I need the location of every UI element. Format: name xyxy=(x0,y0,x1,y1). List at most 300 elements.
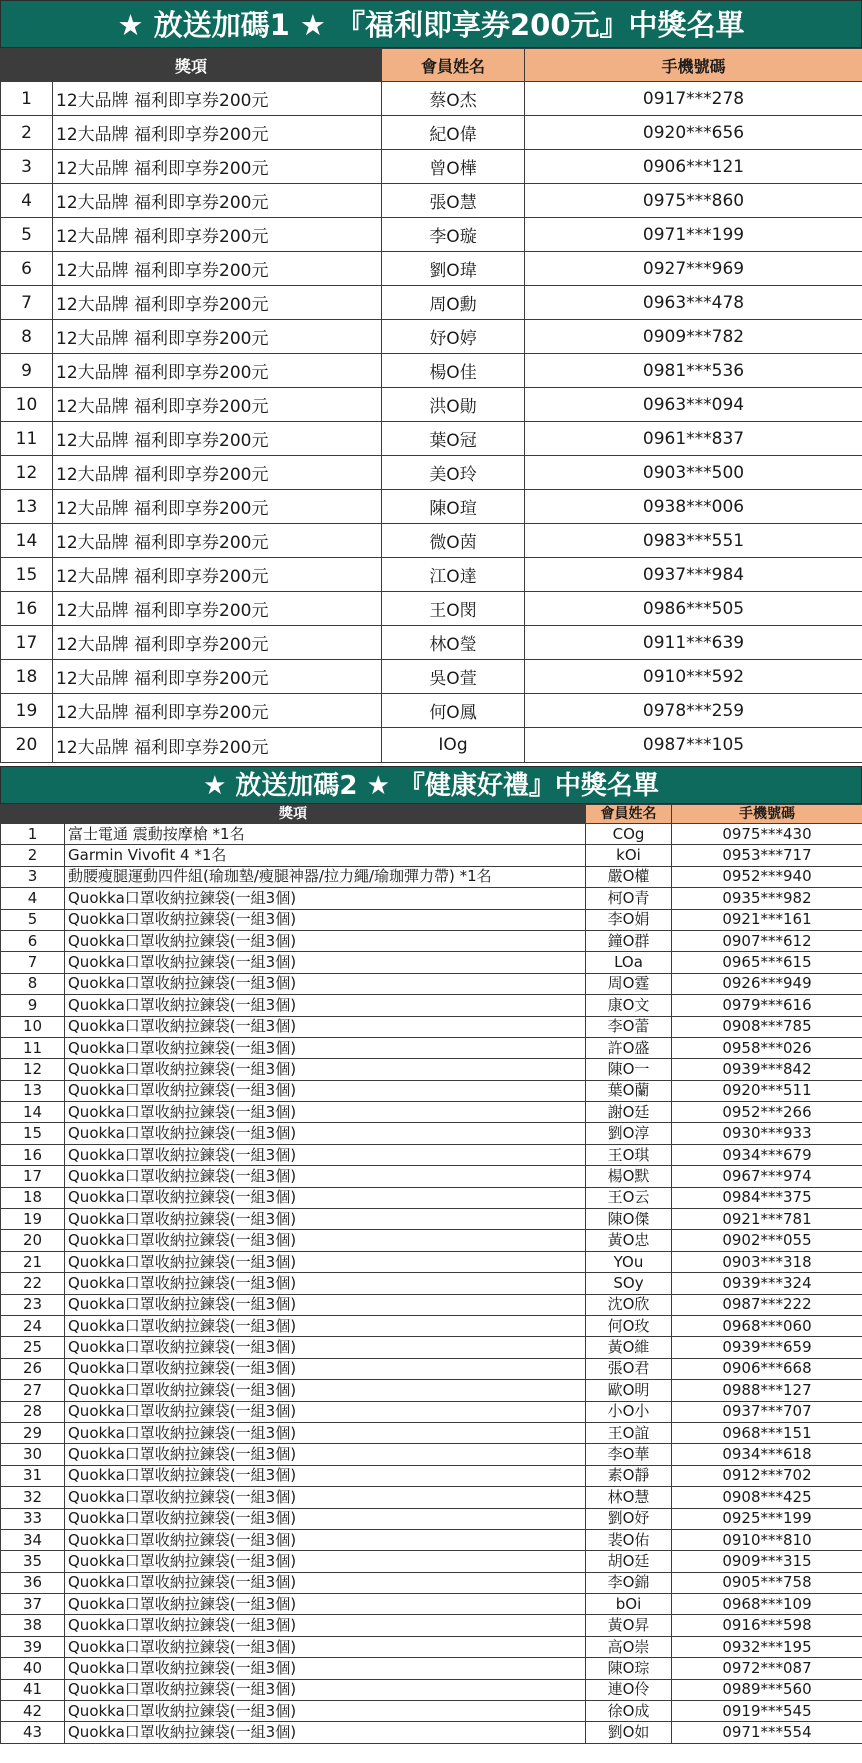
table-row xyxy=(1,995,862,1016)
table-row xyxy=(1,1551,862,1572)
row-number-cell: 6 xyxy=(1,930,65,951)
row-number-cell: 17 xyxy=(1,1166,65,1187)
phone-number-cell: 0963***094 xyxy=(525,388,862,422)
prize-cell: Quokka口罩收納拉鍊袋(一組3個) xyxy=(65,973,586,994)
prize-cell: Quokka口罩收納拉鍊袋(一組3個) xyxy=(65,930,586,951)
phone-number-cell: 0988***127 xyxy=(672,1380,862,1401)
phone-number-cell: 0937***984 xyxy=(525,558,862,592)
prize-cell: 12大品牌 福利即享券200元 xyxy=(53,694,382,728)
phone-number-cell: 0920***511 xyxy=(672,1080,862,1101)
row-number-cell: 1 xyxy=(1,824,65,845)
phone-number-cell: 0925***199 xyxy=(672,1508,862,1529)
prize-cell: 12大品牌 福利即享券200元 xyxy=(53,252,382,286)
table-row xyxy=(1,388,862,422)
phone-number-cell: 0907***612 xyxy=(672,930,862,951)
phone-number-cell: 0975***860 xyxy=(525,184,862,218)
member-name-cell: 胡O廷 xyxy=(586,1551,672,1572)
member-name-cell: 陳O一 xyxy=(586,1059,672,1080)
phone-number-cell: 0937***707 xyxy=(672,1401,862,1422)
row-number-cell: 22 xyxy=(1,1273,65,1294)
table-row xyxy=(1,1380,862,1401)
row-number-cell: 13 xyxy=(1,1080,65,1101)
member-name-cell: 林O瑩 xyxy=(382,626,525,660)
member-name-cell: 何O玫 xyxy=(586,1315,672,1336)
phone-number-cell: 0968***060 xyxy=(672,1315,862,1336)
table-row xyxy=(1,1209,862,1230)
row-number-cell: 21 xyxy=(1,1251,65,1272)
member-name-cell: 王O云 xyxy=(586,1187,672,1208)
row-number-cell: 37 xyxy=(1,1594,65,1615)
row-number-cell: 43 xyxy=(1,1722,65,1743)
phone-number-cell: 0934***679 xyxy=(672,1144,862,1165)
table-row xyxy=(1,218,862,252)
table-row xyxy=(1,1166,862,1187)
row-number-cell: 11 xyxy=(1,422,53,456)
phone-number-cell: 0908***785 xyxy=(672,1016,862,1037)
member-name-cell: 謝O廷 xyxy=(586,1102,672,1123)
prize-cell: Quokka口罩收納拉鍊袋(一組3個) xyxy=(65,1615,586,1636)
phone-number-cell: 0909***315 xyxy=(672,1551,862,1572)
row-number-cell: 17 xyxy=(1,626,53,660)
member-name-cell: 李O錦 xyxy=(586,1572,672,1593)
phone-number-cell: 0961***837 xyxy=(525,422,862,456)
prize-cell: Quokka口罩收納拉鍊袋(一組3個) xyxy=(65,1594,586,1615)
prize-cell: Quokka口罩收納拉鍊袋(一組3個) xyxy=(65,1508,586,1529)
row-number-cell: 25 xyxy=(1,1337,65,1358)
table-row xyxy=(1,1422,862,1443)
phone-number-cell: 0905***758 xyxy=(672,1572,862,1593)
row-number-cell: 35 xyxy=(1,1551,65,1572)
phone-number-cell: 0939***842 xyxy=(672,1059,862,1080)
prize-cell: 12大品牌 福利即享券200元 xyxy=(53,320,382,354)
phone-number-cell: 0953***717 xyxy=(672,845,862,866)
row-number-cell: 42 xyxy=(1,1701,65,1722)
member-name-cell: 裴O佑 xyxy=(586,1529,672,1550)
table-row xyxy=(1,930,862,951)
table-row xyxy=(1,1679,862,1700)
phone-number-cell: 0971***199 xyxy=(525,218,862,252)
row-number-cell: 11 xyxy=(1,1037,65,1058)
table-row xyxy=(1,1102,862,1123)
phone-number-cell: 0984***375 xyxy=(672,1187,862,1208)
row-number-cell: 8 xyxy=(1,973,65,994)
phone-number-cell: 0903***500 xyxy=(525,456,862,490)
row-number-cell: 18 xyxy=(1,1187,65,1208)
row-number-cell: 16 xyxy=(1,592,53,626)
table-row xyxy=(1,888,862,909)
table-row xyxy=(1,1658,862,1679)
prize-cell: Quokka口罩收納拉鍊袋(一組3個) xyxy=(65,1487,586,1508)
row-number-cell: 19 xyxy=(1,1209,65,1230)
table-row xyxy=(1,1251,862,1272)
member-name-cell: 葉O蘭 xyxy=(586,1080,672,1101)
prize-cell: Quokka口罩收納拉鍊袋(一組3個) xyxy=(65,1123,586,1144)
prize-cell: 12大品牌 福利即享券200元 xyxy=(53,592,382,626)
prize-cell: Quokka口罩收納拉鍊袋(一組3個) xyxy=(65,1251,586,1272)
member-name-cell: 何O鳳 xyxy=(382,694,525,728)
member-name-cell: LOa xyxy=(586,952,672,973)
phone-number-cell: 0987***105 xyxy=(525,728,862,763)
row-number-cell: 8 xyxy=(1,320,53,354)
table-row xyxy=(1,1337,862,1358)
prize-cell: 12大品牌 福利即享券200元 xyxy=(53,286,382,320)
row-number-cell: 5 xyxy=(1,909,65,930)
phone-number-cell: 0906***668 xyxy=(672,1358,862,1379)
row-number-cell: 33 xyxy=(1,1508,65,1529)
table-row xyxy=(1,558,862,592)
prize-column-header: 獎項 xyxy=(1,49,382,82)
phone-number-cell: 0927***969 xyxy=(525,252,862,286)
table-row xyxy=(1,952,862,973)
member-name-cell: 沈O欣 xyxy=(586,1294,672,1315)
phone-number-cell: 0989***560 xyxy=(672,1679,862,1700)
phone-number-cell: 0919***545 xyxy=(672,1701,862,1722)
prize-cell: Quokka口罩收納拉鍊袋(一組3個) xyxy=(65,1144,586,1165)
phone-number-cell: 0909***782 xyxy=(525,320,862,354)
member-name-cell: 劉O如 xyxy=(586,1722,672,1743)
phone-number-cell: 0952***266 xyxy=(672,1102,862,1123)
row-number-cell: 9 xyxy=(1,995,65,1016)
table-row xyxy=(1,1294,862,1315)
phone-number-cell: 0921***161 xyxy=(672,909,862,930)
member-name-cell: 妤O婷 xyxy=(382,320,525,354)
table-row xyxy=(1,1529,862,1550)
member-name-cell: 江O達 xyxy=(382,558,525,592)
phone-number-cell: 0965***615 xyxy=(672,952,862,973)
member-name-cell: 周O霆 xyxy=(586,973,672,994)
prize-cell: Quokka口罩收納拉鍊袋(一組3個) xyxy=(65,1080,586,1101)
section2-table-body xyxy=(1,824,862,1744)
prize-cell: Quokka口罩收納拉鍊袋(一組3個) xyxy=(65,1401,586,1422)
member-name-cell: 黃O昇 xyxy=(586,1615,672,1636)
table-row xyxy=(1,490,862,524)
table-row xyxy=(1,1059,862,1080)
row-number-cell: 36 xyxy=(1,1572,65,1593)
prize-cell: 12大品牌 福利即享券200元 xyxy=(53,558,382,592)
row-number-cell: 26 xyxy=(1,1358,65,1379)
table-row xyxy=(1,1508,862,1529)
member-name-cell: 曾O樺 xyxy=(382,150,525,184)
table-row xyxy=(1,524,862,558)
phone-column-header: 手機號碼 xyxy=(672,805,862,824)
table-row xyxy=(1,1016,862,1037)
row-number-cell: 13 xyxy=(1,490,53,524)
member-name-cell: 吳O萱 xyxy=(382,660,525,694)
phone-number-cell: 0908***425 xyxy=(672,1487,862,1508)
table-row xyxy=(1,1487,862,1508)
row-number-cell: 14 xyxy=(1,524,53,558)
phone-number-cell: 0983***551 xyxy=(525,524,862,558)
prize-cell: Garmin Vivofit 4 *1名 xyxy=(65,845,586,866)
prize-cell: Quokka口罩收納拉鍊袋(一組3個) xyxy=(65,1444,586,1465)
prize-cell: Quokka口罩收納拉鍊袋(一組3個) xyxy=(65,1166,586,1187)
member-name-cell: 劉O淳 xyxy=(586,1123,672,1144)
member-name-cell: COg xyxy=(586,824,672,845)
prize-cell: Quokka口罩收納拉鍊袋(一組3個) xyxy=(65,1273,586,1294)
prize-cell: Quokka口罩收納拉鍊袋(一組3個) xyxy=(65,1037,586,1058)
table-row xyxy=(1,116,862,150)
row-number-cell: 12 xyxy=(1,456,53,490)
row-number-cell: 6 xyxy=(1,252,53,286)
prize-cell: 動腰瘦腿運動四件組(瑜珈墊/瘦腿神器/拉力繩/瑜珈彈力帶) *1名 xyxy=(65,866,586,887)
table-row xyxy=(1,1123,862,1144)
prize-cell: 富士電通 震動按摩槍 *1名 xyxy=(65,824,586,845)
table-row xyxy=(1,1230,862,1251)
table-row xyxy=(1,592,862,626)
prize-cell: Quokka口罩收納拉鍊袋(一組3個) xyxy=(65,1551,586,1572)
member-name-cell: 蔡O杰 xyxy=(382,82,525,116)
prize-cell: 12大品牌 福利即享券200元 xyxy=(53,728,382,763)
member-name-cell: 王O閔 xyxy=(382,592,525,626)
phone-number-cell: 0921***781 xyxy=(672,1209,862,1230)
phone-number-cell: 0902***055 xyxy=(672,1230,862,1251)
member-name-cell: 陳O琮 xyxy=(586,1658,672,1679)
table-row xyxy=(1,184,862,218)
row-number-cell: 9 xyxy=(1,354,53,388)
row-number-cell: 20 xyxy=(1,1230,65,1251)
section1-table xyxy=(0,48,862,763)
row-number-cell: 7 xyxy=(1,286,53,320)
prize-cell: 12大品牌 福利即享券200元 xyxy=(53,524,382,558)
member-name-cell: IOg xyxy=(382,728,525,763)
table-row xyxy=(1,909,862,930)
row-number-cell: 30 xyxy=(1,1444,65,1465)
row-number-cell: 12 xyxy=(1,1059,65,1080)
member-name-cell: 小O小 xyxy=(586,1401,672,1422)
table-row xyxy=(1,1144,862,1165)
member-name-cell: 陳O瑄 xyxy=(382,490,525,524)
name-column-header: 會員姓名 xyxy=(586,805,672,824)
row-number-cell: 28 xyxy=(1,1401,65,1422)
row-number-cell: 7 xyxy=(1,952,65,973)
prize-cell: Quokka口罩收納拉鍊袋(一組3個) xyxy=(65,1722,586,1743)
phone-column-header: 手機號碼 xyxy=(525,49,862,82)
row-number-cell: 41 xyxy=(1,1679,65,1700)
table-row xyxy=(1,660,862,694)
prize-cell: Quokka口罩收納拉鍊袋(一組3個) xyxy=(65,1016,586,1037)
prize-cell: 12大品牌 福利即享券200元 xyxy=(53,116,382,150)
phone-number-cell: 0987***222 xyxy=(672,1294,862,1315)
section1-table-body xyxy=(1,82,862,763)
member-name-cell: 黃O忠 xyxy=(586,1230,672,1251)
table-row xyxy=(1,1701,862,1722)
phone-number-cell: 0986***505 xyxy=(525,592,862,626)
table-row xyxy=(1,286,862,320)
phone-number-cell: 0975***430 xyxy=(672,824,862,845)
member-name-cell: 李O華 xyxy=(586,1444,672,1465)
member-name-cell: 紀O偉 xyxy=(382,116,525,150)
prize-cell: Quokka口罩收納拉鍊袋(一組3個) xyxy=(65,952,586,973)
member-name-cell: 黃O維 xyxy=(586,1337,672,1358)
prize-cell: Quokka口罩收納拉鍊袋(一組3個) xyxy=(65,1187,586,1208)
prize-cell: Quokka口罩收納拉鍊袋(一組3個) xyxy=(65,1358,586,1379)
row-number-cell: 10 xyxy=(1,388,53,422)
prize-cell: Quokka口罩收納拉鍊袋(一組3個) xyxy=(65,1059,586,1080)
row-number-cell: 39 xyxy=(1,1636,65,1657)
phone-number-cell: 0911***639 xyxy=(525,626,862,660)
member-name-cell: 李O娟 xyxy=(586,909,672,930)
phone-number-cell: 0903***318 xyxy=(672,1251,862,1272)
table-row xyxy=(1,1465,862,1486)
prize-cell: 12大品牌 福利即享券200元 xyxy=(53,660,382,694)
prize-cell: 12大品牌 福利即享券200元 xyxy=(53,354,382,388)
prize-column-header: 獎項 xyxy=(1,805,586,824)
table-row xyxy=(1,866,862,887)
table-row xyxy=(1,320,862,354)
phone-number-cell: 0939***324 xyxy=(672,1273,862,1294)
phone-number-cell: 0963***478 xyxy=(525,286,862,320)
table-row xyxy=(1,1722,862,1743)
row-number-cell: 4 xyxy=(1,184,53,218)
row-number-cell: 4 xyxy=(1,888,65,909)
member-name-cell: 劉O瑋 xyxy=(382,252,525,286)
row-number-cell: 14 xyxy=(1,1102,65,1123)
row-number-cell: 2 xyxy=(1,116,53,150)
prize-cell: 12大品牌 福利即享券200元 xyxy=(53,456,382,490)
member-name-cell: 美O玲 xyxy=(382,456,525,490)
table-row xyxy=(1,1187,862,1208)
table-row xyxy=(1,973,862,994)
row-number-cell: 27 xyxy=(1,1380,65,1401)
table-row xyxy=(1,456,862,490)
prize-cell: 12大品牌 福利即享券200元 xyxy=(53,490,382,524)
name-column-header: 會員姓名 xyxy=(382,49,525,82)
table-row xyxy=(1,422,862,456)
row-number-cell: 16 xyxy=(1,1144,65,1165)
member-name-cell: 康O文 xyxy=(586,995,672,1016)
phone-number-cell: 0920***656 xyxy=(525,116,862,150)
phone-number-cell: 0934***618 xyxy=(672,1444,862,1465)
row-number-cell: 3 xyxy=(1,150,53,184)
prize-cell: Quokka口罩收納拉鍊袋(一組3個) xyxy=(65,1230,586,1251)
prize-cell: Quokka口罩收納拉鍊袋(一組3個) xyxy=(65,1658,586,1679)
prize-cell: Quokka口罩收納拉鍊袋(一組3個) xyxy=(65,1701,586,1722)
member-name-cell: 素O靜 xyxy=(586,1465,672,1486)
prize-cell: Quokka口罩收納拉鍊袋(一組3個) xyxy=(65,1337,586,1358)
table-row xyxy=(1,694,862,728)
phone-number-cell: 0917***278 xyxy=(525,82,862,116)
phone-number-cell: 0978***259 xyxy=(525,694,862,728)
prize-cell: Quokka口罩收納拉鍊袋(一組3個) xyxy=(65,1465,586,1486)
row-number-cell: 19 xyxy=(1,694,53,728)
row-number-cell: 31 xyxy=(1,1465,65,1486)
table-row xyxy=(1,845,862,866)
row-number-cell: 29 xyxy=(1,1422,65,1443)
member-name-cell: 王O誼 xyxy=(586,1422,672,1443)
row-number-cell: 15 xyxy=(1,558,53,592)
phone-number-cell: 0958***026 xyxy=(672,1037,862,1058)
member-name-cell: 柯O青 xyxy=(586,888,672,909)
phone-number-cell: 0912***702 xyxy=(672,1465,862,1486)
row-number-cell: 3 xyxy=(1,866,65,887)
prize-cell: Quokka口罩收納拉鍊袋(一組3個) xyxy=(65,995,586,1016)
phone-number-cell: 0910***810 xyxy=(672,1529,862,1550)
row-number-cell: 24 xyxy=(1,1315,65,1336)
member-name-cell: 楊O佳 xyxy=(382,354,525,388)
table-row xyxy=(1,1615,862,1636)
member-name-cell: 微O茵 xyxy=(382,524,525,558)
member-name-cell: 洪O勛 xyxy=(382,388,525,422)
phone-number-cell: 0968***151 xyxy=(672,1422,862,1443)
table-row xyxy=(1,1315,862,1336)
row-number-cell: 20 xyxy=(1,728,53,763)
prize-cell: 12大品牌 福利即享券200元 xyxy=(53,150,382,184)
prize-cell: Quokka口罩收納拉鍊袋(一組3個) xyxy=(65,1572,586,1593)
prize-cell: 12大品牌 福利即享券200元 xyxy=(53,626,382,660)
member-name-cell: 王O琪 xyxy=(586,1144,672,1165)
member-name-cell: 陳O傑 xyxy=(586,1209,672,1230)
prize-cell: 12大品牌 福利即享券200元 xyxy=(53,218,382,252)
member-name-cell: 許O盛 xyxy=(586,1037,672,1058)
prize-cell: Quokka口罩收納拉鍊袋(一組3個) xyxy=(65,909,586,930)
prize-cell: Quokka口罩收納拉鍊袋(一組3個) xyxy=(65,1102,586,1123)
table-row xyxy=(1,82,862,116)
phone-number-cell: 0971***554 xyxy=(672,1722,862,1743)
phone-number-cell: 0926***949 xyxy=(672,973,862,994)
row-number-cell: 1 xyxy=(1,82,53,116)
prize-cell: Quokka口罩收納拉鍊袋(一組3個) xyxy=(65,1315,586,1336)
prize-cell: Quokka口罩收納拉鍊袋(一組3個) xyxy=(65,1380,586,1401)
row-number-cell: 23 xyxy=(1,1294,65,1315)
member-name-cell: kOi xyxy=(586,845,672,866)
prize-cell: Quokka口罩收納拉鍊袋(一組3個) xyxy=(65,1636,586,1657)
member-name-cell: SOy xyxy=(586,1273,672,1294)
phone-number-cell: 0981***536 xyxy=(525,354,862,388)
phone-number-cell: 0979***616 xyxy=(672,995,862,1016)
prize-cell: 12大品牌 福利即享券200元 xyxy=(53,82,382,116)
row-number-cell: 38 xyxy=(1,1615,65,1636)
table-row xyxy=(1,824,862,845)
table-row xyxy=(1,1037,862,1058)
member-name-cell: 連O伶 xyxy=(586,1679,672,1700)
member-name-cell: bOi xyxy=(586,1594,672,1615)
phone-number-cell: 0932***195 xyxy=(672,1636,862,1657)
row-number-cell: 5 xyxy=(1,218,53,252)
row-number-cell: 18 xyxy=(1,660,53,694)
table-row xyxy=(1,1080,862,1101)
table-row xyxy=(1,1358,862,1379)
phone-number-cell: 0952***940 xyxy=(672,866,862,887)
table-row xyxy=(1,150,862,184)
phone-number-cell: 0910***592 xyxy=(525,660,862,694)
prize-cell: Quokka口罩收納拉鍊袋(一組3個) xyxy=(65,1422,586,1443)
prize-cell: Quokka口罩收納拉鍊袋(一組3個) xyxy=(65,888,586,909)
section1-title: ★ 放送加碼1 ★ 『福利即享券200元』中獎名單 xyxy=(0,0,862,48)
phone-number-cell: 0930***933 xyxy=(672,1123,862,1144)
table-row xyxy=(1,728,862,763)
member-name-cell: 歐O明 xyxy=(586,1380,672,1401)
section2-title: ★ 放送加碼2 ★ 『健康好禮』中獎名單 xyxy=(0,766,862,804)
section2-table xyxy=(0,804,862,1744)
table-row xyxy=(1,626,862,660)
prize-cell: Quokka口罩收納拉鍊袋(一組3個) xyxy=(65,1679,586,1700)
row-number-cell: 40 xyxy=(1,1658,65,1679)
row-number-cell: 34 xyxy=(1,1529,65,1550)
table-row xyxy=(1,1444,862,1465)
prize-cell: 12大品牌 福利即享券200元 xyxy=(53,422,382,456)
member-name-cell: 嚴O權 xyxy=(586,866,672,887)
table-row xyxy=(1,1273,862,1294)
row-number-cell: 10 xyxy=(1,1016,65,1037)
member-name-cell: 高O崇 xyxy=(586,1636,672,1657)
phone-number-cell: 0938***006 xyxy=(525,490,862,524)
member-name-cell: 葉O冠 xyxy=(382,422,525,456)
row-number-cell: 15 xyxy=(1,1123,65,1144)
prize-cell: Quokka口罩收納拉鍊袋(一組3個) xyxy=(65,1209,586,1230)
phone-number-cell: 0916***598 xyxy=(672,1615,862,1636)
member-name-cell: 李O蕾 xyxy=(586,1016,672,1037)
member-name-cell: 鐘O群 xyxy=(586,930,672,951)
